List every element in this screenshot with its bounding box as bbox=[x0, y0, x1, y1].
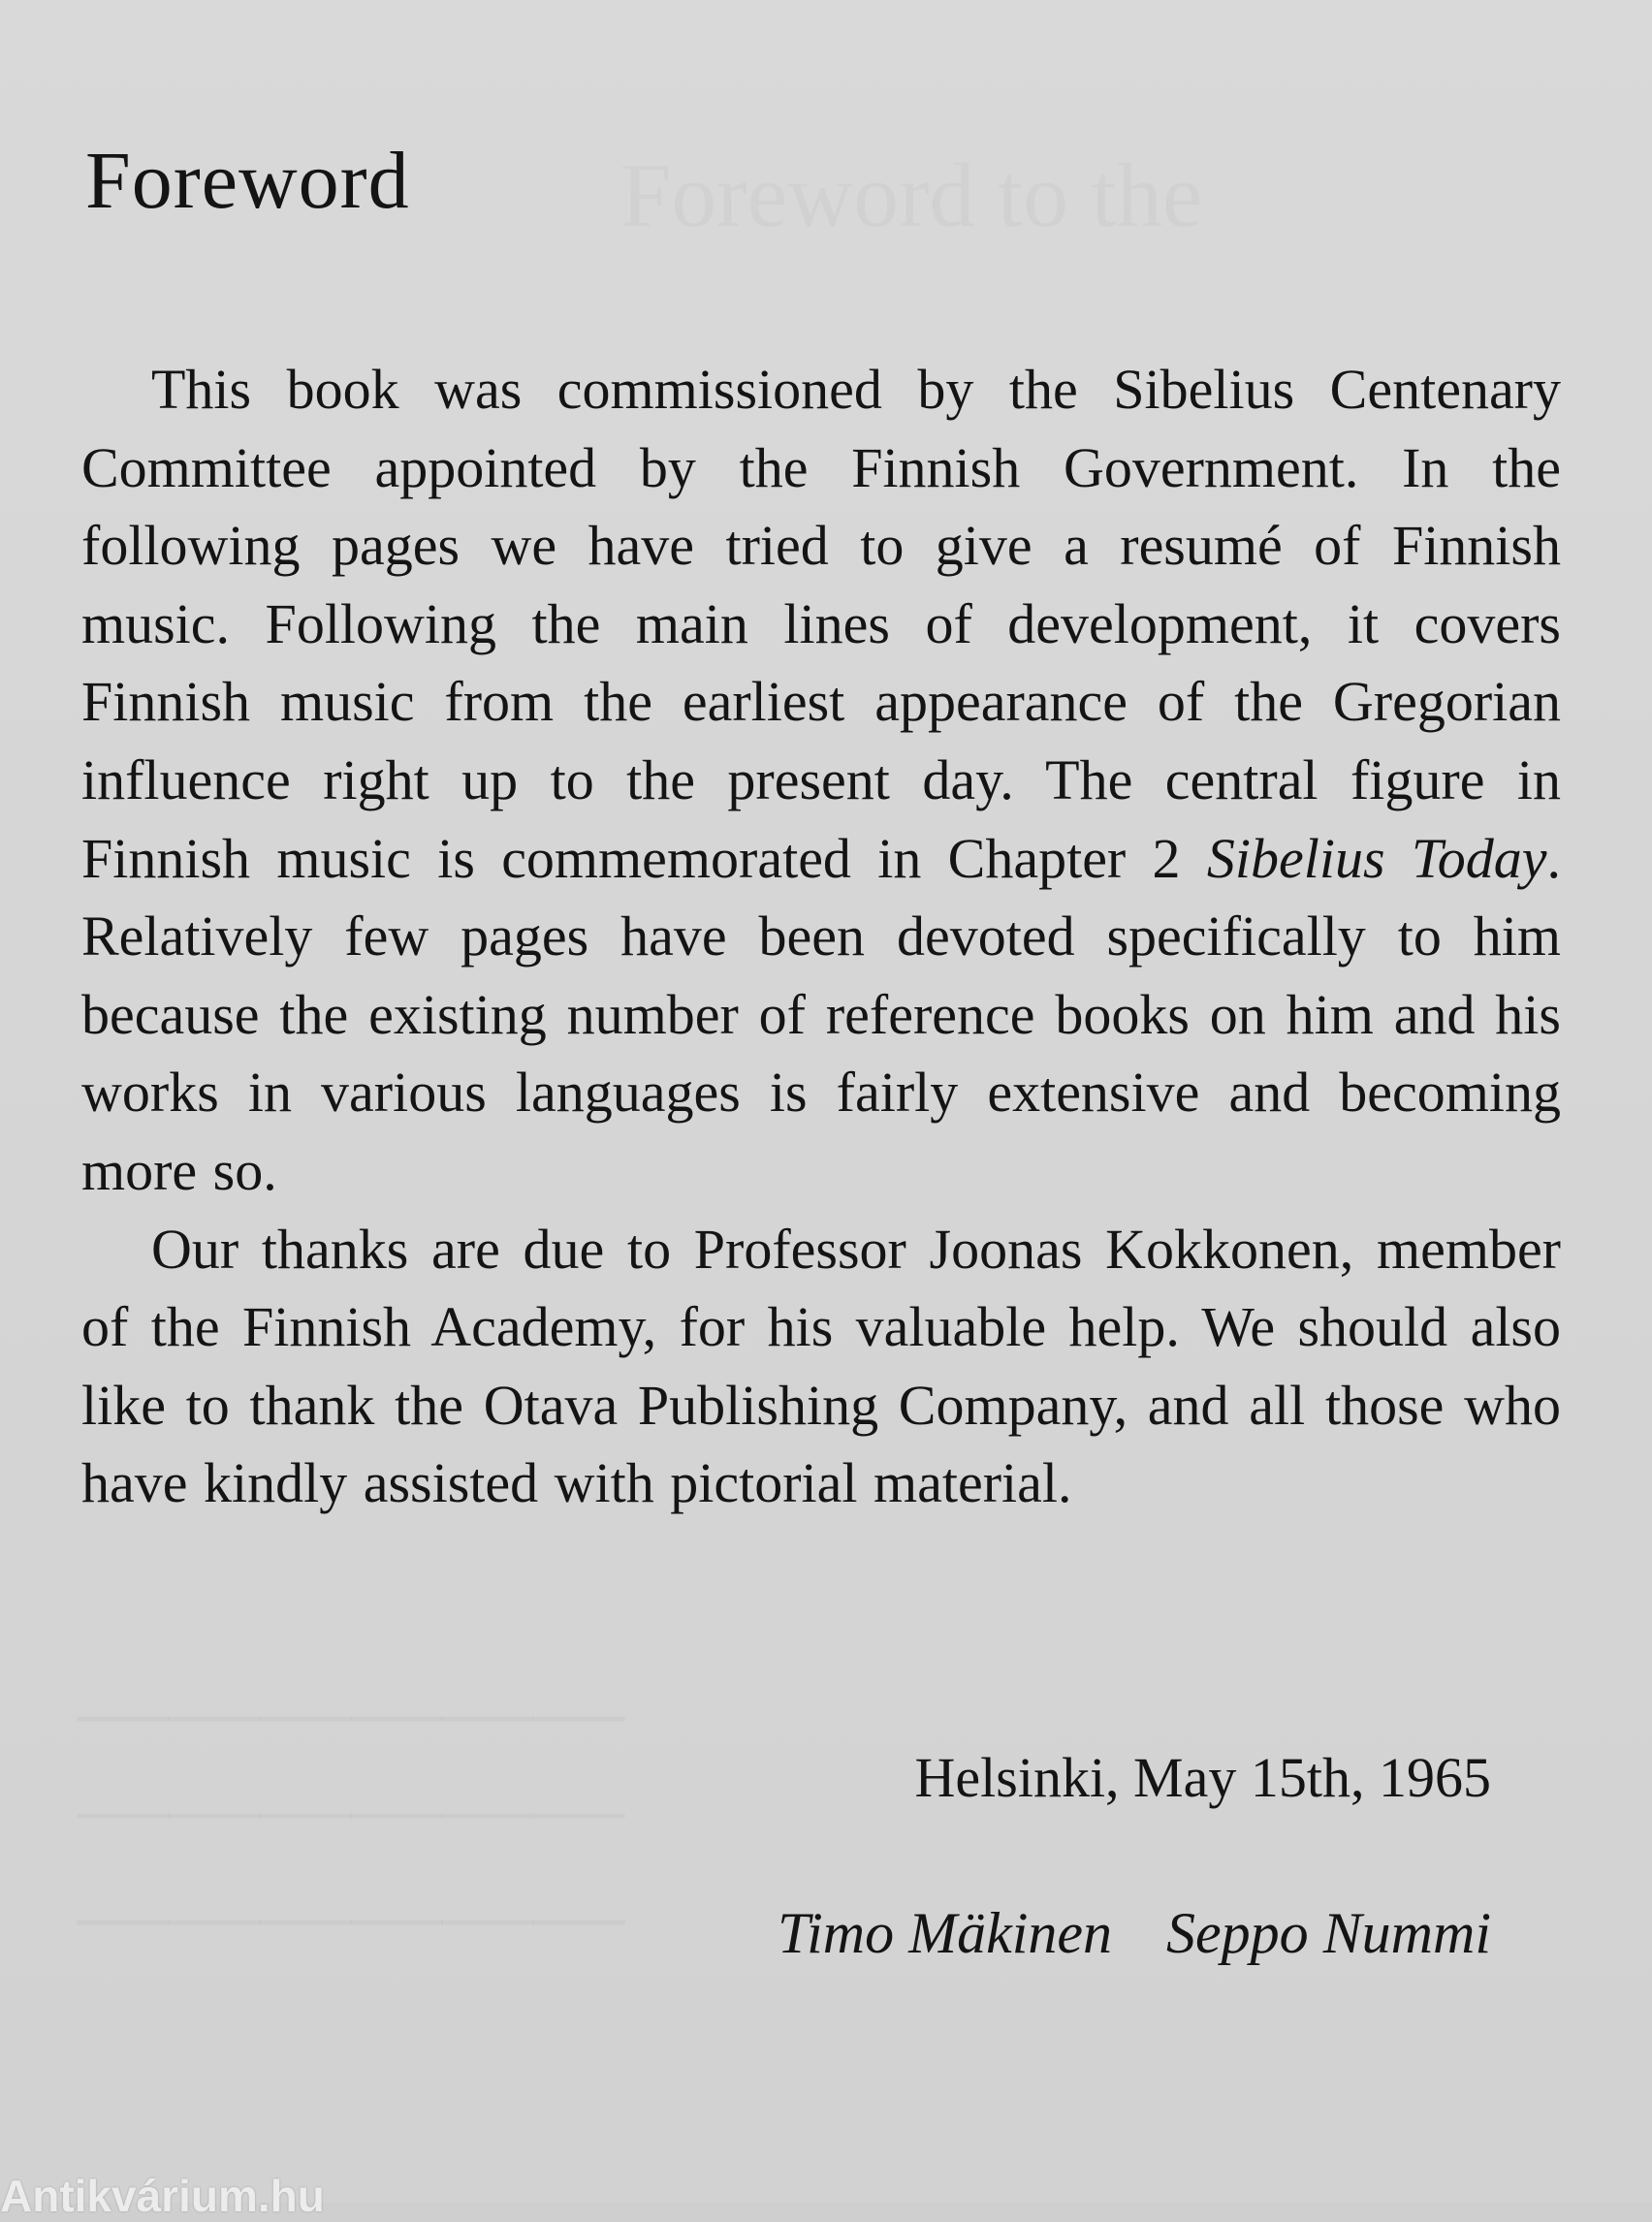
paragraph-1-part-1: This book was commissioned by the Sibelius Centenary Committee appointed by the Finnish Government. In the following pages we have tried to give a resumé of Finnish music. Following the main lines of development, it covers Finnish music from the earliest appearance of the Gregorian influence right up to the present day. The central figure in Finnish music is commemorated in Chapter 2 bbox=[81, 358, 1561, 890]
watermark: Antikvárium.hu bbox=[0, 2171, 325, 2221]
paragraph-1 bbox=[81, 351, 1561, 1211]
signature-author-2: Seppo Nummi bbox=[1166, 1901, 1491, 1965]
foreword-body bbox=[81, 351, 1561, 1523]
paragraph-2: Our thanks are due to Professor Joonas Kokkonen, member of the Finnish Academy, for his valuable help. We should also like to thank the Otava Publishing Company, and all those who have kindly assisted with pictorial material. bbox=[81, 1217, 1561, 1515]
place-date: Helsinki, May 15th, 1965 bbox=[914, 1746, 1491, 1809]
paragraph-1-part-2: . Relatively few pages have been devoted specifically to him because the existing number of reference books on him and his works in various languages is fairly extensive and becoming more so. bbox=[81, 826, 1561, 1202]
signature-author-1: Timo Mäkinen bbox=[778, 1901, 1113, 1965]
chapter-title: Sibelius Today bbox=[1206, 826, 1547, 890]
page-title: Foreword bbox=[85, 136, 410, 226]
signatures bbox=[778, 1900, 1491, 1967]
